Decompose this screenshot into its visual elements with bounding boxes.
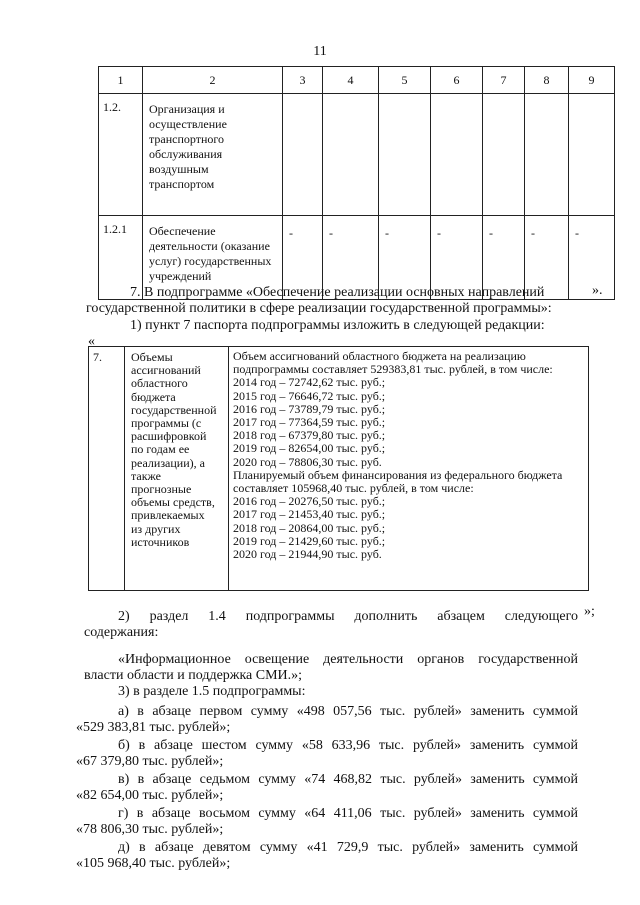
header-cell: 2 xyxy=(143,67,283,94)
table-cell xyxy=(379,94,431,216)
text-line: 2016 год – 20276,50 тыс. руб.; xyxy=(233,494,386,509)
header-cell: 7 xyxy=(483,67,525,94)
page-number: 11 xyxy=(313,44,327,59)
text-line: реализации), а xyxy=(131,455,205,470)
table-cell: - xyxy=(379,216,431,300)
table-cell: - xyxy=(431,216,483,300)
table-cell xyxy=(431,94,483,216)
text-line: составляет 105968,40 тыс. рублей, в том числе: xyxy=(233,481,474,496)
text-line: программы (с xyxy=(131,416,202,431)
item-label xyxy=(125,347,229,591)
text-line: Планируемый объем финансирования из федерального бюджета xyxy=(233,467,563,482)
table-cell xyxy=(283,94,323,216)
text-line: подпрограммы составляет 529383,81 тыс. рублей, в том числе: xyxy=(233,362,553,377)
text-line: ассигнований xyxy=(131,363,201,378)
program-table xyxy=(98,66,615,300)
text-line: осуществление xyxy=(149,117,227,131)
opening-quote: « xyxy=(88,334,95,349)
text-line: объемы средств, xyxy=(131,495,215,510)
table-header-row xyxy=(99,67,615,94)
item-3: 3) в разделе 1.5 подпрограммы: xyxy=(118,684,306,699)
table-cell: - xyxy=(525,216,569,300)
header-cell: 4 xyxy=(323,67,379,94)
header-cell: 9 xyxy=(569,67,615,94)
item-c-line2: «82 654,00 тыс. рублей»; xyxy=(76,788,224,803)
table-cell: - xyxy=(569,216,615,300)
item-2-quote1: «Информационное освещение деятельности органов государственной xyxy=(118,652,578,667)
text-line: 2020 год – 78806,30 тыс. руб. xyxy=(233,454,382,469)
closing-quote: »; xyxy=(584,604,595,619)
table-cell xyxy=(483,94,525,216)
item-2-line2: содержания: xyxy=(84,625,159,640)
item-b-line1: б) в абзаце шестом сумму «58 633,96 тыс. рублей» заменить суммой xyxy=(118,738,578,753)
paragraph-7-line2: государственной политики в сфере реализации государственной программы»: xyxy=(86,301,552,316)
text-line: деятельности (оказание xyxy=(149,239,270,253)
table-cell: - xyxy=(283,216,323,300)
item-a-line2: «529 383,81 тыс. рублей»; xyxy=(76,720,231,735)
table-cell xyxy=(323,94,379,216)
item-e-line1: д) в абзаце девятом сумму «41 729,9 тыс. рублей» заменить суммой xyxy=(118,840,578,855)
text-line: учреждений xyxy=(149,269,212,283)
text-line: из других xyxy=(131,521,181,536)
text-line: 2017 год – 77364,59 тыс. руб.; xyxy=(233,415,386,430)
text-line: транспортного xyxy=(149,132,225,146)
item-2-quote2: власти области и поддержка СМИ.»; xyxy=(84,668,303,683)
header-cell: 3 xyxy=(283,67,323,94)
item-a-line1: а) в абзаце первом сумму «498 057,56 тыс. рублей» заменить суммой xyxy=(118,704,578,719)
text-line: обслуживания xyxy=(149,147,223,161)
text-line: областного xyxy=(131,376,188,391)
text-line: 2018 год – 67379,80 тыс. руб.; xyxy=(233,428,386,443)
text-line: 2015 год – 76646,72 тыс. руб.; xyxy=(233,388,386,403)
passport-table xyxy=(88,346,589,591)
text-line: 2020 год – 21944,90 тыс. руб. xyxy=(233,547,382,562)
text-line: по годам ее xyxy=(131,442,190,457)
text-line: привлекаемых xyxy=(131,508,205,523)
text-line: также xyxy=(131,468,162,483)
item-content xyxy=(229,347,589,591)
text-line: Организация и xyxy=(149,102,225,116)
text-line: 2014 год – 72742,62 тыс. руб.; xyxy=(233,375,386,390)
header-cell: 5 xyxy=(379,67,431,94)
table-row xyxy=(99,94,615,216)
paragraph-7-line3: 1) пункт 7 паспорта подпрограммы изложить в следующей редакции: xyxy=(130,318,545,333)
item-d-line1: г) в абзаце восьмом сумму «64 411,06 тыс. рублей» заменить суммой xyxy=(118,806,578,821)
text-line: 2016 год – 73789,79 тыс. руб.; xyxy=(233,401,386,416)
header-cell: 6 xyxy=(431,67,483,94)
paragraph-7-line1: 7. В подпрограмме «Обеспечение реализации основных направлений xyxy=(130,285,545,300)
text-line: прогнозные xyxy=(131,482,192,497)
row-number: 1.2. xyxy=(99,94,143,216)
item-c-line1: в) в абзаце седьмом сумму «74 468,82 тыс. рублей» заменить суммой xyxy=(118,772,578,787)
text-line: транспортом xyxy=(149,177,215,191)
item-d-line2: «78 806,30 тыс. рублей»; xyxy=(76,822,224,837)
item-2-line1: 2) раздел 1.4 подпрограммы дополнить абзацем следующего xyxy=(118,609,578,624)
header-cell: 8 xyxy=(525,67,569,94)
item-e-line2: «105 968,40 тыс. рублей»; xyxy=(76,856,231,871)
table-cell: - xyxy=(483,216,525,300)
table-cell xyxy=(525,94,569,216)
table-cell xyxy=(569,94,615,216)
text-line: 2019 год – 82654,00 тыс. руб.; xyxy=(233,441,386,456)
row-number: 1.2.1 xyxy=(99,216,143,300)
item-b-line2: «67 379,80 тыс. рублей»; xyxy=(76,754,224,769)
closing-quote: ». xyxy=(592,283,603,298)
text-line: государственной xyxy=(131,402,217,417)
text-line: 2018 год – 20864,00 тыс. руб.; xyxy=(233,520,386,535)
item-number: 7. xyxy=(89,347,125,591)
table-row xyxy=(89,347,589,591)
text-line: бюджета xyxy=(131,389,176,404)
header-cell: 1 xyxy=(99,67,143,94)
text-line: Объем ассигнований областного бюджета на реализацию xyxy=(233,349,526,363)
text-line: 2017 год – 21453,40 тыс. руб.; xyxy=(233,507,386,522)
text-line: воздушным xyxy=(149,162,209,176)
text-line: услуг) государственных xyxy=(149,254,272,268)
table-cell: - xyxy=(323,216,379,300)
text-line: источников xyxy=(131,534,190,549)
text-line: Объемы xyxy=(131,350,173,364)
row-description xyxy=(143,94,283,216)
text-line: Обеспечение xyxy=(149,224,216,238)
text-line: расшифровкой xyxy=(131,429,207,444)
text-line: 2019 год – 21429,60 тыс. руб.; xyxy=(233,533,386,548)
